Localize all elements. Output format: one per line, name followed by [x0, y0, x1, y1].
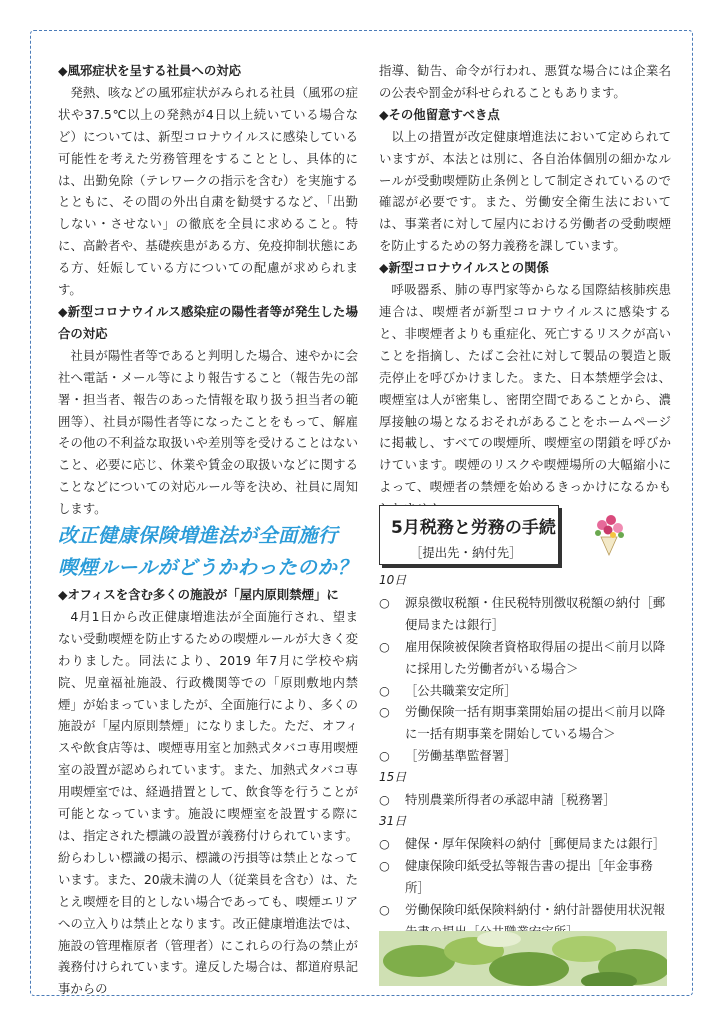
flower-bouquet-icon — [589, 509, 629, 557]
tax-item — [379, 636, 671, 680]
tax-item — [379, 745, 671, 767]
tax-calendar-subtitle: ［提出先・納付先］ — [410, 545, 522, 560]
tax-item-text: ［公共職業安定所］ — [405, 682, 517, 698]
section-heading: ◆新型コロナウイルス感染症の陽性者等が発生した場合の対応 — [58, 303, 358, 341]
section-heading: ◆その他留意すべき点 — [379, 106, 500, 122]
tax-calendar-title: 5月税務と労務の手続 — [391, 518, 556, 538]
tax-item-text: 労働保険印紙保険料納付・納付計器使用状況報 — [405, 901, 666, 917]
tax-item-text: ［労働基準監督署］ — [405, 748, 517, 764]
circle-bullet-icon: ○ — [379, 748, 390, 764]
tax-item — [379, 701, 671, 745]
tax-date: 10日 — [379, 573, 407, 587]
circle-bullet-icon: ○ — [379, 792, 390, 808]
tax-date: 15日 — [379, 770, 407, 785]
feature-title-line-1: 改正健康保険増進法が全面施行 — [58, 524, 339, 548]
section-body: 4月1日から改正健康増進法が全面施行され、望まない受動喫煙を防止するための喫煙ルールが大きく変わりました。同法により、2019 年7月に学校や病院、児童福祉施設、行政機関等での「原則敷地内禁煙」が始まっていましたが、全面施行により、多くの施設が「屋内原則禁煙」になりました。ただ、オフィスや飲食店等は、喫煙専用室と加熱式タバコ専用喫煙室の設置が認められています。また、加熱式タバコ専用喫煙室では、経過措置として、飲食等を行うことが可能となっています。施設に喫煙室を設置する際には、指定された標識の設置が義務付けられています。紛らわしい標識の掲示、標識の汚損等は禁止となっています。また、20歳未満の人（従業員を含む）は、たとえ喫煙を目的としない場合であっても、喫煙エリアへの立入りは禁止となります。改正健康増進法では、施設の管理権原者（管理者）にこれらの行為の禁止が義務付けられています。違反した場合は、都道府県記事からの — [58, 608, 358, 997]
leaves-photo — [379, 931, 667, 986]
tax-item — [379, 789, 671, 811]
left-column — [58, 60, 358, 1000]
tax-date: 31日 — [379, 813, 407, 828]
circle-bullet-icon: ○ — [379, 682, 390, 698]
circle-bullet-icon: ○ — [379, 901, 390, 917]
tax-item — [379, 855, 671, 899]
tax-item-text: 雇用保険被保険者資格取得届の提出＜前月以降に採用した労働者がいる場合＞ — [405, 638, 666, 676]
tax-calendar-list — [379, 570, 671, 964]
section-heading: ◆新型コロナウイルスとの関係 — [379, 260, 549, 276]
circle-bullet-icon: ○ — [379, 704, 390, 720]
tax-item — [379, 833, 671, 855]
tax-item-text: 健康保険印紙受払等報告書の提出［年金事務所］ — [405, 857, 653, 895]
tax-item-text: 健保・厚年保険料の納付［郵便局または銀行］ — [405, 835, 666, 851]
section-heading: ◆風邪症状を呈する社員への対応 — [58, 63, 241, 78]
circle-bullet-icon: ○ — [379, 857, 390, 873]
section-body: 以上の措置が改定健康増進法において定められていますが、本法とは別に、各自治体個別の細かなルールが受動喫煙防止条例として制定されているので確認が必要です。また、労働安全衛生法においては、事業者に対して屋内における労働者の受動喫煙を防止するための努力義務を課しています。 — [379, 128, 671, 254]
section-body: 社員が陽性者等であると判明した場合、速やかに会社へ電話・メール等により報告すること（報告先の部署・担当者、報告のあった情報を取り扱う担当者の範囲等）、社員が陽性者等になったことをもって、解雇その他の不利益な取扱いや差別等を受けることはないこと、必要に応じ、休業や賃金の取扱いなどに関することなどについての対応ルール等を決め、社員に周知します。 — [58, 347, 358, 517]
tax-item-text: 労働保険一括有期事業開始届の提出＜前月以降に一括有期事業を開始している場合＞ — [405, 704, 666, 742]
tax-item — [379, 680, 671, 702]
tax-calendar-header — [379, 505, 559, 565]
tax-item — [379, 592, 671, 636]
tax-item-text: 源泉徴収税額・住民税特別徴収税額の納付［郵便局または銀行］ — [405, 594, 666, 632]
circle-bullet-icon: ○ — [379, 594, 390, 610]
section-body: 呼吸器系、肺の専門家等からなる国際結核肺疾患連合は、喫煙者が新型コロナウイルスに感染すると、非喫煙者よりも重症化、死亡するリスクが高いことを指摘し、たばこ会社に対して製品の製造と販売停止を呼びかけました。また、日本禁煙学会は、喫煙室は人が密集し、密閉空間であることから、濃厚接触の場となるおそれがあることをホームページに掲載し、すべての喫煙所、喫煙室の閉鎖を呼びかけています。喫煙のリスクや喫煙場所の大幅縮小によって、喫煙者の禁煙を始めるきっかけになるかも — [379, 282, 671, 495]
section-body: 発熱、咳などの風邪症状がみられる社員（風邪の症状や37.5℃以上の発熱が4日以上続いている場合など）については、新型コロナウイルスに感染している可能性を考えた労務管理をすることとし、具体的には、出勤免除（テレワークの指示を含む）を実施するとともに、その間の外出自粛を勧奨するなど、「出勤しない・させない」の徹底を全員に求めること。特に、高齢者や、基礎疾患がある方、免疫抑制状態にある方、妊娠している方についての配慮が求められます。 — [58, 84, 358, 298]
tax-item-text: 特別農業所得者の承認申請［税務署］ — [405, 792, 616, 808]
right-column — [379, 60, 671, 520]
circle-bullet-icon: ○ — [379, 638, 390, 654]
section-heading: ◆オフィスを含む多くの施設が「屋内原則禁煙」に — [58, 587, 339, 603]
feature-title-line-2: 喫煙ルールがどうかわったのか？ — [58, 556, 358, 580]
continued-text: 指導、勧告、命令が行われ、悪質な場合には企業名の公表や罰金が科せられることもあります。 — [379, 63, 671, 100]
circle-bullet-icon: ○ — [379, 835, 390, 851]
